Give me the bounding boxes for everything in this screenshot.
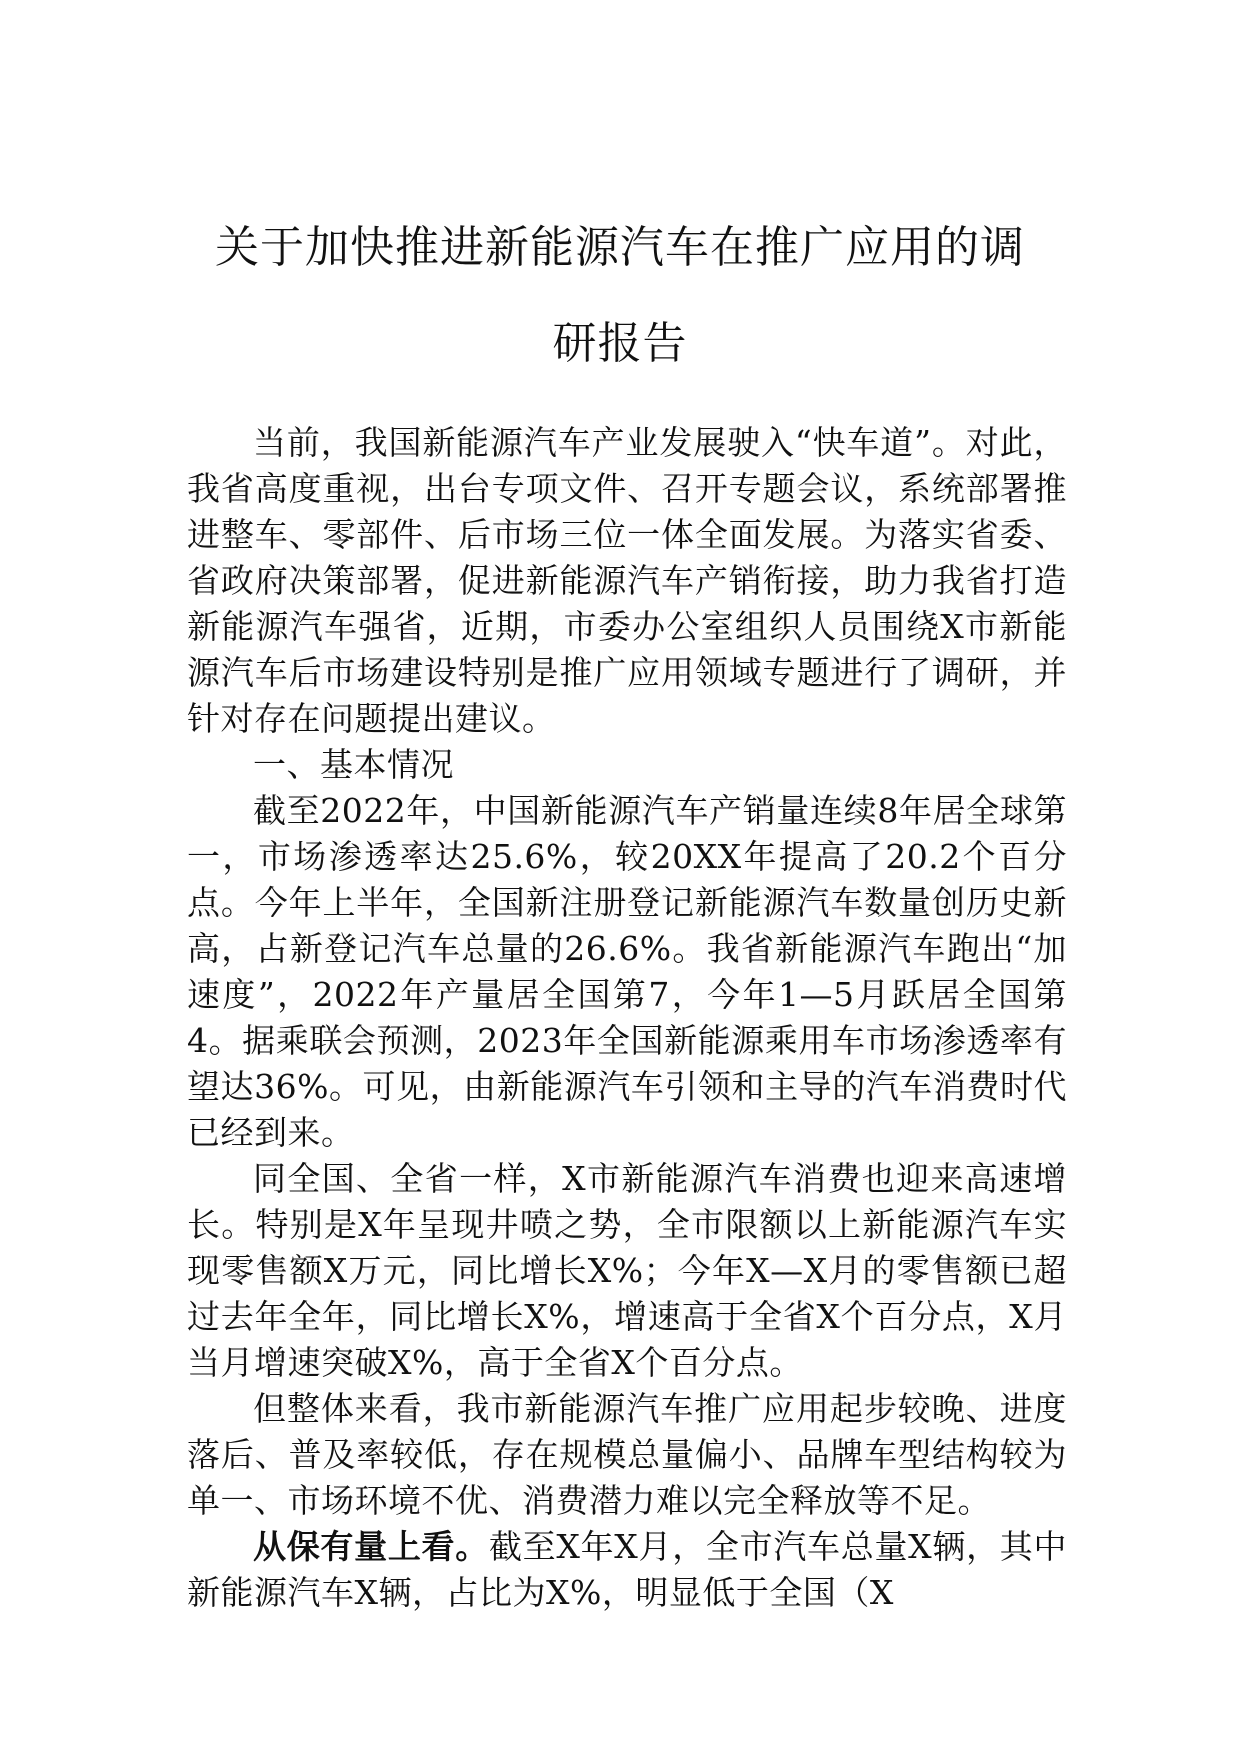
paragraph-intro: 当前，我国新能源汽车产业发展驶入“快车道”。对此，我省高度重视，出台专项文件、召开专题会议，系统部署推进整车、零部件、后市场三位一体全面发展。为落实省委、省政府决策部署，促进新能源汽车产销衔接，助力我省打造新能源汽车强省，近期，市委办公室组织人员围绕X市新能源汽车后市场建设特别是推广应用领域专题进行了调研，并针对存在问题提出建议。 <box>187 423 1067 738</box>
title-line-1: 关于加快推进新能源汽车在推广应用的调 <box>215 222 1025 273</box>
document-title <box>150 200 1090 392</box>
paragraph-city-growth: 同全国、全省一样，X市新能源汽车消费也迎来高速增长。特别是X年呈现井喷之势，全市限额以上新能源汽车实现零售额X万元，同比增长X%；今年X—X月的零售额已超过去年全年，同比增长X%，增速高于全省X个百分点，X月当月增速突破X%，高于全省X个百分点。 <box>187 1159 1067 1382</box>
section-heading-basic-situation: 一、基本情况 <box>253 745 454 784</box>
paragraph-lead-bold: 从保有量上看。 <box>253 1527 489 1566</box>
title-line-2: 研报告 <box>552 318 688 369</box>
paragraph-national-stats: 截至2022年，中国新能源汽车产销量连续8年居全球第一，市场渗透率达25.6%，较20XX年提高了20.2个百分点。今年上半年，全国新注册登记新能源汽车数量创历史新高，占新登记汽车总量的26.6%。我省新能源汽车跑出“加速度”，2022年产量居全国第7，今年1—5月跃居全国第4。据乘联会预测，2023年全国新能源乘用车市场渗透率有望达36%。可见，由新能源汽车引领和主导的汽车消费时代已经到来。 <box>187 791 1067 1152</box>
paragraph-ownership-text: 截至X年X月，全市汽车总量X辆，其中新能源汽车X辆，占比为X%，明显低于全国（X <box>187 1527 1068 1612</box>
paragraph-ownership <box>187 1524 1067 1616</box>
document-body <box>187 420 1067 1616</box>
paragraph-shortcomings: 但整体来看，我市新能源汽车推广应用起步较晚、进度落后、普及率较低，存在规模总量偏小、品牌车型结构较为单一、市场环境不优、消费潜力难以完全释放等不足。 <box>187 1389 1067 1520</box>
